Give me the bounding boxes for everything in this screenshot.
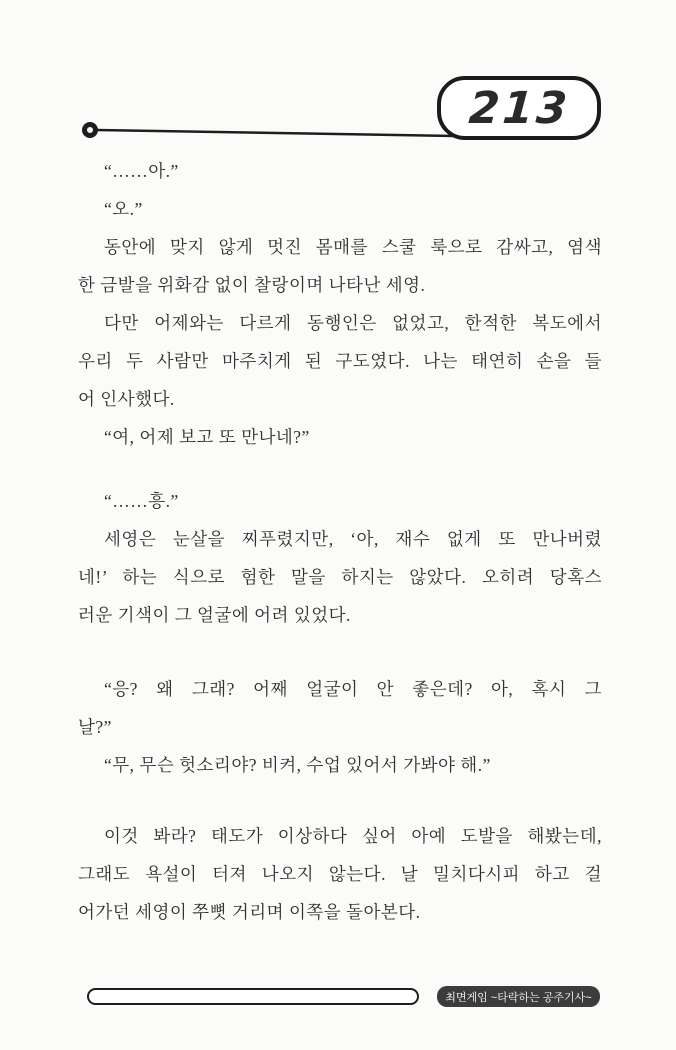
text-line: 네!’ 하는 식으로 험한 말을 하지는 않았다. 오히려 당혹스 <box>78 567 602 587</box>
paragraph-gap <box>78 456 602 482</box>
text-line: “무, 무슨 헛소리야? 비켜, 수업 있어서 가봐야 해.” <box>104 755 491 775</box>
text-line: “여, 어제 보고 또 만나네?” <box>104 427 310 447</box>
text-line: 러운 기색이 그 얼굴에 어려 있었다. <box>78 605 351 625</box>
text-line: 어 인사했다. <box>78 389 175 409</box>
paragraph-gap <box>78 634 602 670</box>
text-line: 다만 어제와는 다르게 동행인은 없었고, 한적한 복도에서 <box>104 313 602 333</box>
text-line: 한 금발을 위화감 없이 찰랑이며 나타난 세영. <box>78 275 426 295</box>
text-block <box>78 152 602 931</box>
text-line: 그래도 욕설이 터져 나오지 않는다. 날 밀치다시피 하고 걸 <box>78 864 602 884</box>
text-line: “……흥.” <box>104 491 179 511</box>
page-number-badge <box>437 76 601 140</box>
text-line: “……아.” <box>104 161 179 181</box>
text-line: 우리 두 사람만 마주치게 된 구도였다. 나는 태연히 손을 들 <box>78 351 602 371</box>
ring-icon <box>85 125 96 136</box>
page-number: 213 <box>466 82 572 134</box>
text-line: “응? 왜 그래? 어째 얼굴이 안 좋은데? 아, 혹시 그 <box>104 679 602 699</box>
series-title: 최면게임 ~타락하는 공주기사~ <box>445 991 592 1004</box>
text-line: “오.” <box>104 199 143 219</box>
text-line: 어가던 세영이 쭈뼛 거리며 이쪽을 돌아본다. <box>78 902 421 922</box>
footer-blank-pill <box>87 988 419 1005</box>
series-title-badge <box>437 986 600 1007</box>
paragraph-gap <box>78 784 602 817</box>
header-rule-line <box>96 130 455 136</box>
text-line: 날?” <box>78 717 112 737</box>
text-line: 세영은 눈살을 찌푸렸지만, ‘아, 재수 없게 또 만나버렸 <box>104 529 602 549</box>
text-line: 동안에 맞지 않게 멋진 몸매를 스쿨 룩으로 감싸고, 염색 <box>104 237 602 257</box>
text-line: 이것 봐라? 태도가 이상하다 싶어 아예 도발을 해봤는데, <box>104 826 602 846</box>
